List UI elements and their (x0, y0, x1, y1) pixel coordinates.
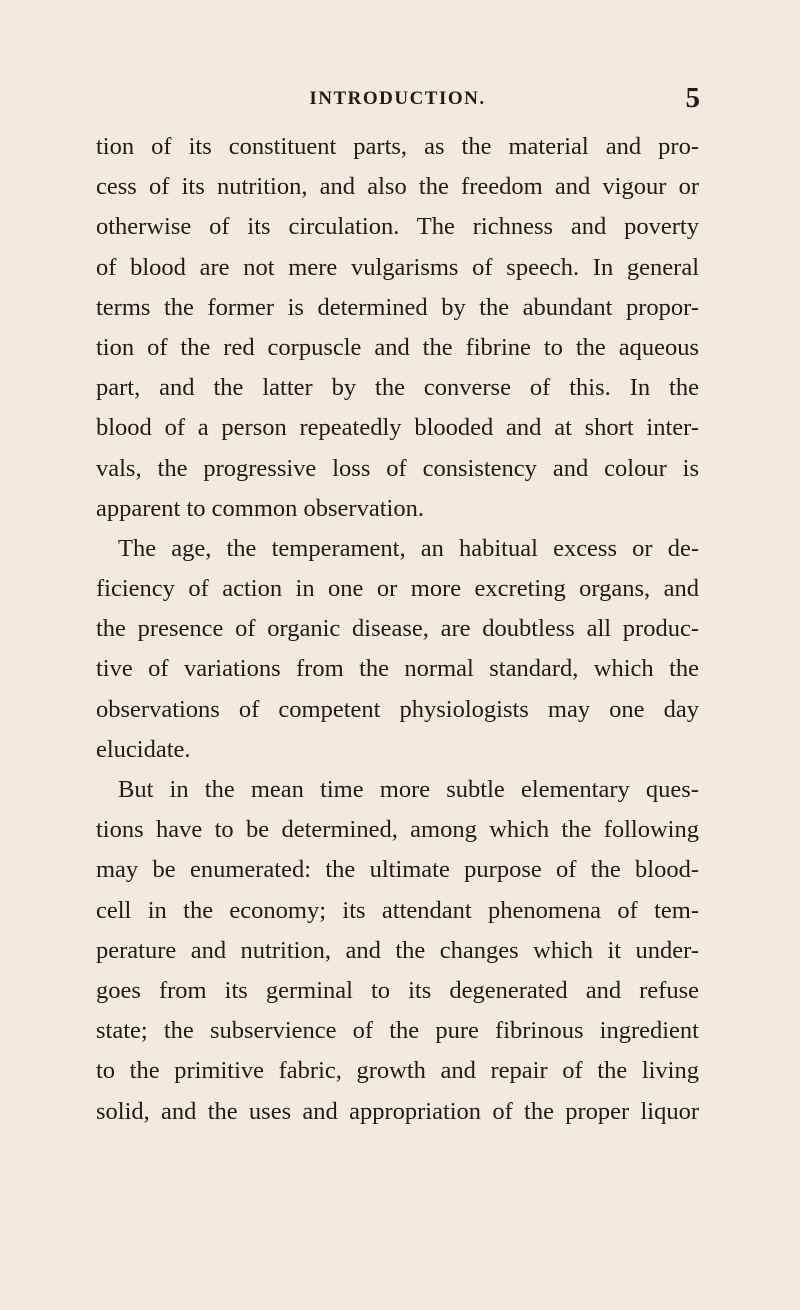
text-line: goes from its germinal to its degenerated and refuse (96, 976, 699, 1004)
running-head (95, 84, 700, 114)
page-number: 5 (685, 82, 700, 114)
text-line: elucidate. (96, 735, 191, 763)
text-line: state; the subservience of the pure fibrinous ingredient (96, 1017, 699, 1045)
text-line: tive of variations from the normal standard, which the (96, 655, 699, 683)
text-line: blood of a person repeatedly blooded and at short inter- (96, 414, 699, 442)
text-line: But in the mean time more subtle elementary ques- (118, 776, 699, 803)
text-line: The age, the temperament, an habitual excess or de- (118, 534, 699, 562)
text-line: of blood are not mere vulgarisms of speech. In general (96, 253, 699, 281)
text-line: vals, the progressive loss of consistency and colour is (96, 454, 699, 482)
text-line: may be enumerated: the ultimate purpose of the blood- (96, 856, 699, 884)
text-line: perature and nutrition, and the changes which it under- (96, 936, 699, 964)
running-title: INTRODUCTION. (309, 88, 486, 109)
text-line: terms the former is determined by the abundant propor- (96, 293, 699, 321)
text-line: the presence of organic disease, are doubtless all produc- (96, 615, 699, 643)
text-line: apparent to common observation. (96, 494, 424, 522)
text-line: tion of the red corpuscle and the fibrine to the aqueous (96, 333, 699, 361)
text-line: part, and the latter by the converse of this. In the (96, 374, 699, 402)
body-text (96, 127, 699, 1132)
text-line: to the primitive fabric, growth and repair of the living (96, 1057, 699, 1085)
text-line: otherwise of its circulation. The richness and poverty (96, 213, 699, 241)
text-line: solid, and the uses and appropriation of the proper liquor (96, 1097, 699, 1125)
text-line: cess of its nutrition, and also the freedom and vigour or (96, 173, 699, 201)
text-line: tion of its constituent parts, as the material and pro- (96, 133, 699, 160)
text-line: observations of competent physiologists may one day (96, 695, 699, 723)
text-line: tions have to be determined, among which the following (96, 816, 699, 844)
text-line: cell in the economy; its attendant phenomena of tem- (96, 896, 699, 924)
text-line: ficiency of action in one or more excreting organs, and (96, 575, 699, 603)
